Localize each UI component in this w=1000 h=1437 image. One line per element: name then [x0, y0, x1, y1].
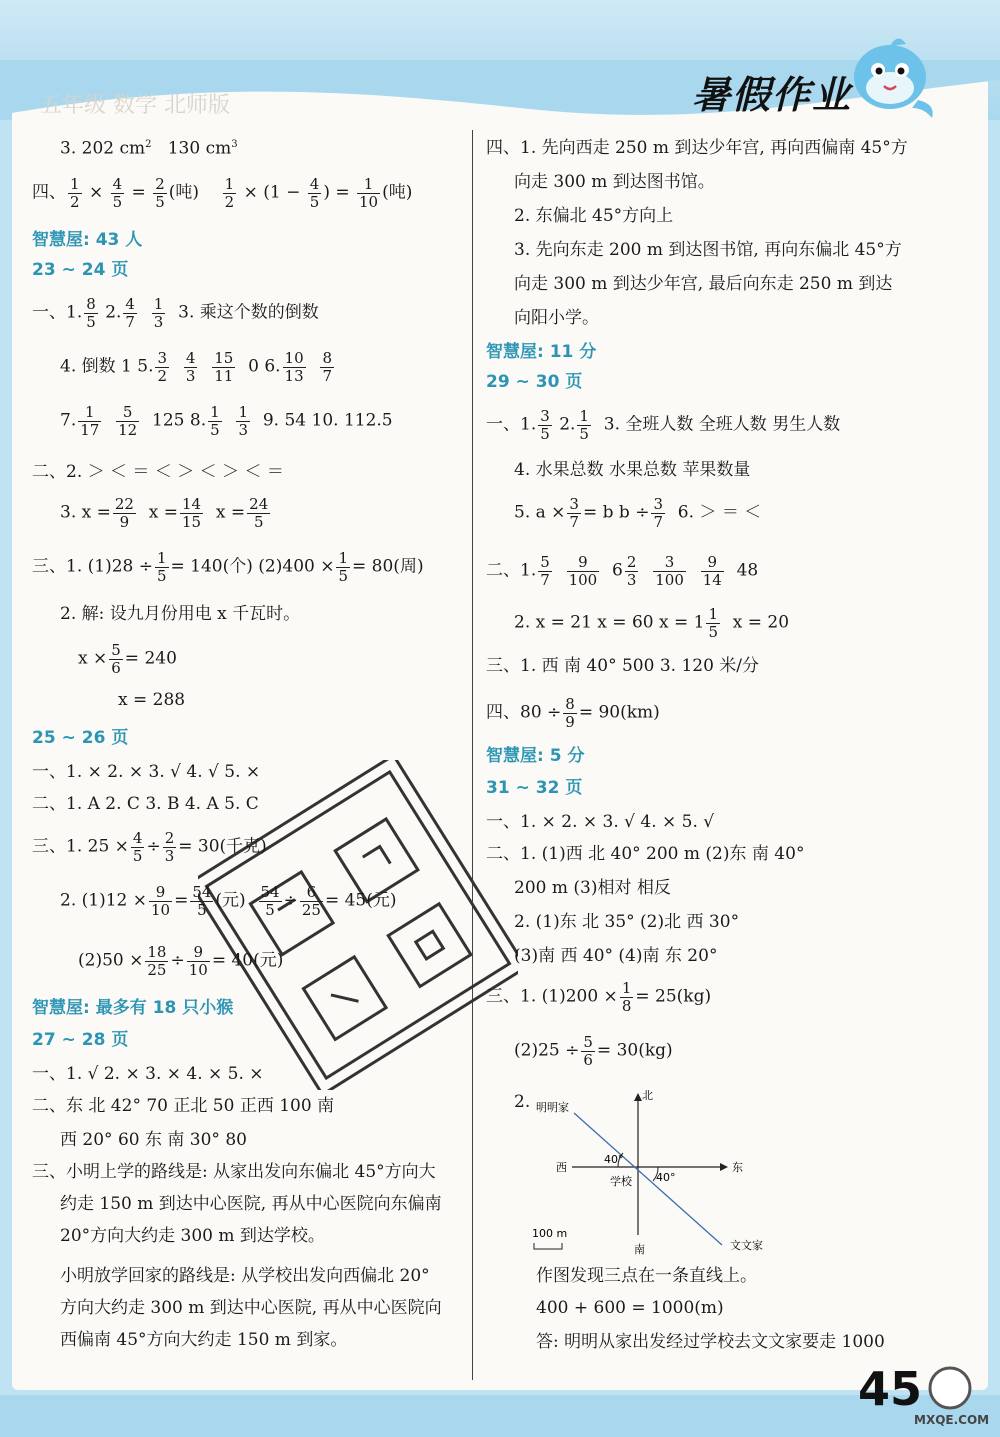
site-watermark-icon: [910, 1362, 990, 1428]
answer-line: 三、1. (1)28 ÷ $\frac{1}{5}$ = 140(个) (2)400 × $\frac{1}{5}$ = 80(周): [32, 549, 424, 585]
answer-line: 答: 明明从家出发经过学校去文文家要走 1000: [536, 1332, 885, 1352]
answer-line: 方向大约走 300 m 到达中心医院, 再从中心医院向: [60, 1298, 442, 1318]
answer-line: 三、1. 25 × $\frac{4}{5}$ ÷ $\frac{2}{3}$ = 30(千克): [32, 829, 267, 865]
answer-line: 7. $\frac{1}{17}$ $\frac{5}{12}$ 125 8. $\frac{1}{5}$ $\frac{1}{3}$ 9. 54 10. 112.5: [60, 403, 393, 439]
other-home-label: 文文家: [730, 1239, 763, 1252]
answer-line: x = 288: [118, 690, 186, 710]
answer-line: 四、80 ÷ $\frac{8}{9}$ = 90(km): [486, 695, 660, 731]
answer-line: 三、1. 西 南 40° 500 3. 120 米/分: [486, 656, 760, 676]
answer-line: 二、1. (1)西 北 40° 200 m (2)东 南 40°: [486, 844, 805, 864]
answer-line: 向阳小学。: [514, 308, 599, 328]
watermark-text: MXQE.COM: [914, 1413, 990, 1427]
answer-line: 2. 解: 设九月份用电 x 千瓦时。: [60, 604, 301, 624]
answer-line: (2)25 ÷ $\frac{5}{6}$ = 30(kg): [514, 1033, 673, 1069]
page-number: 45: [858, 1362, 923, 1416]
school-label: 学校: [610, 1175, 632, 1188]
answer-line: 2. (1)12 × $\frac{9}{10}$ = $\frac{54}{5}$ (元) $\frac{54}{5}$ ÷ $\frac{6}{25}$ = 45(元): [60, 883, 397, 919]
angle-label: 40°: [604, 1153, 624, 1166]
answer-line: (2)50 × $\frac{18}{25}$ ÷ $\frac{9}{10}$ = 40(元): [78, 943, 284, 979]
answer-line: 向走 300 m 到达少年宫, 最后向东走 250 m 到达: [514, 274, 893, 294]
answer-line: 西偏南 45°方向大约走 150 m 到家。: [60, 1330, 348, 1350]
scale-label: 100 m: [532, 1227, 568, 1240]
answer-line: 2. (1)东 北 35° (2)北 西 30°: [514, 912, 740, 932]
ghost-header-text: 五年级 数学 北师版: [40, 93, 230, 118]
answer-line: 二、东 北 42° 70 正北 50 正西 100 南: [32, 1096, 335, 1116]
wisdom-answer: 智慧屋: 5 分: [486, 746, 585, 766]
answer-line: 一、1. √ 2. × 3. × 4. × 5. ×: [32, 1064, 264, 1084]
angle-label: 40°: [656, 1171, 676, 1184]
answer-line: 5. a × $\frac{3}{7}$ = b b ÷ $\frac{3}{7}$ 6. ＞ ＝ ＜: [514, 495, 762, 531]
answer-line: 二、2. ＞ ＜ ＝ ＜ ＞ ＜ ＞ ＜ ＝: [32, 462, 284, 482]
answer-line: 西 20° 60 东 南 30° 80: [60, 1130, 247, 1150]
bottom-band: [0, 1395, 1000, 1437]
west-label: 西: [556, 1161, 567, 1174]
wisdom-answer: 智慧屋: 最多有 18 只小猴: [32, 998, 234, 1018]
answer-line: 4. 倒数 1 5. $\frac{3}{2}$ $\frac{4}{3}$ $\frac{15}{11}$ 0 6. $\frac{10}{13}$ $\frac{8}{7}$: [60, 349, 332, 385]
answer-line: 四、1. 先向西走 250 m 到达少年宫, 再向西偏南 45°方: [486, 138, 908, 158]
south-label: 南: [634, 1243, 645, 1256]
paper-sheet: [12, 70, 988, 1390]
answer-line: (3)南 西 40° (4)南 东 20°: [514, 946, 718, 966]
answer-line: 四、 $\frac{1}{2}$ × $\frac{4}{5}$ = $\frac{2}{5}$ (吨) $\frac{1}{2}$ × (1 − $\frac{4}{5}$ ) = $\frac{1}{10}$ (吨): [32, 175, 413, 211]
answer-line: 2. 东偏北 45°方向上: [514, 206, 674, 226]
answer-line: 2. x = 21 x = 60 x = 1 $\frac{1}{5}$ x = 20: [514, 605, 790, 641]
home-label: 明明家: [536, 1101, 569, 1114]
answer-line: 约走 150 m 到达中心医院, 再从中心医院向东偏南: [60, 1194, 442, 1214]
section-heading: 25 ~ 26 页: [32, 728, 129, 748]
wisdom-answer: 智慧屋: 11 分: [486, 342, 597, 362]
wisdom-answer: 智慧屋: 43 人: [32, 230, 143, 250]
column-divider: [472, 130, 473, 1380]
brand-title: 暑假作业: [692, 73, 853, 117]
answer-line: 作图发现三点在一条直线上。: [536, 1266, 757, 1286]
answer-line: 200 m (3)相对 相反: [514, 878, 671, 898]
answer-line: 20°方向大约走 300 m 到达学校。: [60, 1226, 325, 1246]
east-label: 东: [732, 1161, 743, 1174]
answer-line: 一、1. × 2. × 3. √ 4. × 5. √: [486, 812, 715, 832]
answer-line: 4. 水果总数 水果总数 苹果数量: [514, 460, 751, 480]
section-heading: 31 ~ 32 页: [486, 778, 583, 798]
answer-line: 三、小明上学的路线是: 从家出发向东偏北 45°方向大: [32, 1162, 436, 1182]
answer-line: x × $\frac{5}{6}$ = 240: [78, 641, 177, 677]
answer-line: 一、1. × 2. × 3. √ 4. √ 5. ×: [32, 762, 261, 782]
answer-line: 3. 202 $cm^2$ 130 $cm^3$: [60, 138, 238, 159]
dolphin-mascot-icon: [840, 22, 940, 122]
answer-line: 一、1. $\frac{8}{5}$ 2. $\frac{4}{7}$ $\frac{1}{3}$ 3. 乘这个数的倒数: [32, 295, 319, 331]
answer-line: 2.: [514, 1092, 531, 1112]
section-heading: 27 ~ 28 页: [32, 1030, 129, 1050]
answer-line: 3. 先向东走 200 m 到达图书馆, 再向东偏北 45°方: [514, 240, 902, 260]
answer-line: 3. x = $\frac{22}{9}$ x = $\frac{14}{15}$ x = $\frac{24}{5}$: [60, 495, 269, 531]
answer-line: 小明放学回家的路线是: 从学校出发向西偏北 20°: [60, 1266, 430, 1286]
answer-line: 一、1. $\frac{3}{5}$ 2. $\frac{1}{5}$ 3. 全班人数 全班人数 男生人数: [486, 407, 841, 443]
answer-line: 三、1. (1)200 × $\frac{1}{8}$ = 25(kg): [486, 979, 712, 1015]
direction-diagram: [512, 1085, 782, 1265]
answer-line: 二、1. A 2. C 3. B 4. A 5. C: [32, 794, 259, 814]
answer-line: 向走 300 m 到达图书馆。: [514, 172, 715, 192]
answer-line: 400 + 600 = 1000(m): [536, 1298, 724, 1318]
north-label: 北: [642, 1089, 653, 1102]
section-heading: 23 ~ 24 页: [32, 260, 129, 280]
section-heading: 29 ~ 30 页: [486, 372, 583, 392]
answer-line: 二、1. $\frac{5}{7}$ $\frac{9}{100}$ 6 $\frac{2}{3}$ $\frac{3}{100}$ $\frac{9}{14}$ 48: [486, 553, 759, 589]
